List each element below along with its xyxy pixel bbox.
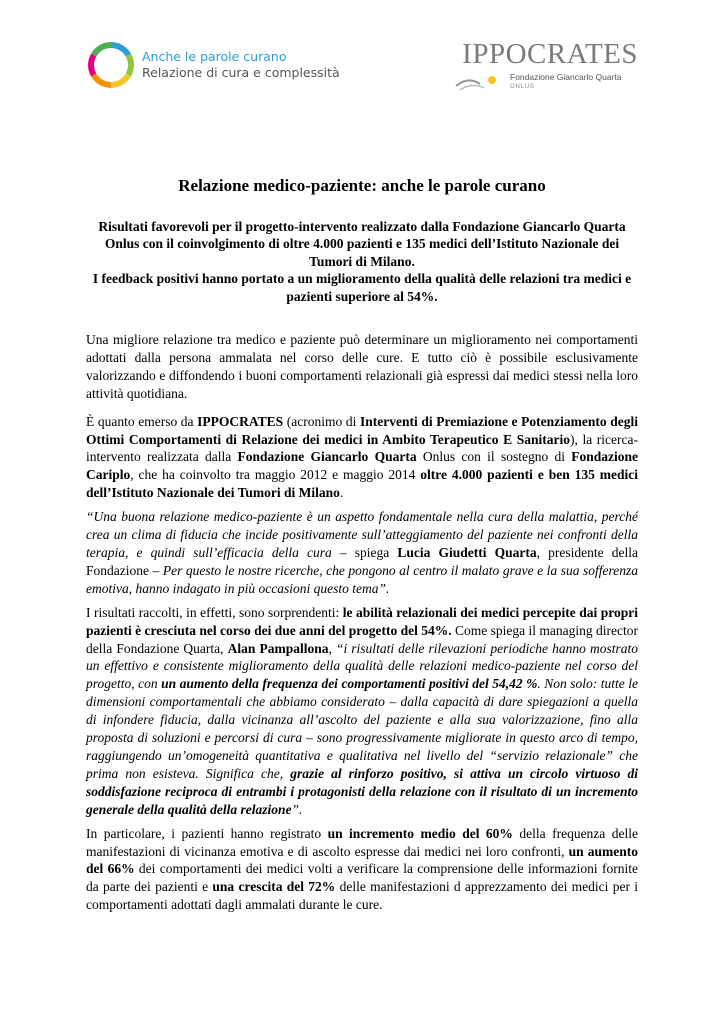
subtitle-line2: I feedback positivi hanno portato a un miglioramento della qualità delle relazioni tra medici e pazienti superiore al 54%. [92, 271, 632, 304]
logo-left-line1: Anche le parole curano [142, 49, 287, 64]
ippocrates-subtitle: Fondazione Giancarlo Quarta [510, 72, 622, 82]
swoosh-icon [454, 72, 502, 94]
paragraph-2: È quanto emerso da IPPOCRATES (acronimo di Interventi di Premiazione e Potenziamento degli Ottimi Comportamenti di Relazione dei medici in Ambito Terapeutico E Sanitario), la ricerca-intervento realizzata dalla Fondazione Giancarlo Quarta Onlus con il sostegno di Fondazione Cariplo, che ha coinvolto tra maggio 2012 e maggio 2014 oltre 4.000 pazienti e ben 135 medici dell’Istituto Nazionale dei Tumori di Milano. [86, 413, 639, 501]
paragraph-5: In particolare, i pazienti hanno registrato un incremento medio del 60% della frequenza delle manifestazioni di vicinanza emotiva e di ascolto espresse dai medici nei loro confronti, un aumento del 66% dei comportamenti dei medici volti a verificare la comprensione delle informazioni fornite da parte dei pazienti e una crescita del 72% delle manifestazioni d apprezzamento dei medici per i comportamenti adottati dagli ammalati durante le cure. [86, 825, 639, 913]
subtitle [86, 218, 638, 305]
letterhead [86, 40, 638, 100]
ippocrates-onlus: ONLUS [510, 84, 535, 90]
anche-le-parole-curano-logo [86, 40, 340, 90]
press-release-body [86, 176, 638, 920]
color-ring-icon [86, 40, 136, 90]
ippocrates-title: IPPOCRATES [462, 38, 638, 70]
ippocrates-logo [448, 38, 638, 98]
logo-left-line2: Relazione di cura e complessità [142, 65, 340, 80]
paragraph-1: Una migliore relazione tra medico e paziente può determinare un miglioramento nei comportamenti adottati dalla persona ammalata nel corso delle cure. E tutto ciò è possibile esclusivamente valorizzando e diffondendo i buoni comportamenti relazionali già espressi dai medici stessi nella loro attività quotidiana. [86, 332, 638, 401]
paragraph-4: I risultati raccolti, in effetti, sono sorprendenti: le abilità relazionali dei medici percepite dai propri pazienti è cresciuta nel corso dei due anni del progetto del 54%. Come spiega il managing director della Fondazione Quarta, Alan Pampallona, “i risultati delle rilevazioni periodiche hanno mostrato un effettivo e consistente miglioramento della qualità delle relazioni medico-paziente nel corso del progetto, con un aumento della frequenza dei comportamenti positivi del 54,42 %. Non solo: tutte le dimensioni comportamentali che abbiamo considerato – dalla capacità di dare spiegazioni a quella di infondere fiducia, dalla vicinanza all’ascolto del paziente e alla sua valorizzazione, fino alla proposta di soluzioni e percorsi di cura – sono progressivamente migliorate in questo arco di tempo, raggiungendo un’omogeneità quantitativa e qualitativa nel livello del “servizio relazionale” che prima non esisteva. Significa che, grazie al rinforzo positivo, si attiva un circolo virtuoso di soddisfazione reciproca di entrambi i protagonisti della relazione con il risultato di un incremento generale della qualità della relazione”. [86, 604, 639, 817]
paragraph-3-quote: “Una buona relazione medico-paziente è un aspetto fondamentale nella cura della malattia, perché crea un clima di fiducia che incide positivamente sull’atteggiamento del paziente nei confronti della terapia, e quindi sull’efficacia della cura – spiega Lucia Giudetti Quarta, presidente della Fondazione – Per questo le nostre ricerche, che pongono al centro il malato grave e la sua sofferenza emotiva, hanno indagato in più occasioni questo tema”. [86, 509, 638, 596]
subtitle-line1: Risultati favorevoli per il progetto-intervento realizzato dalla Fondazione Giancarlo Quarta Onlus con il coinvolgimento di oltre 4.000 pazienti e 135 medici dell’Istituto Nazionale dei Tumori di Milano. [98, 219, 626, 269]
page-title: Relazione medico-paziente: anche le parole curano [178, 176, 546, 195]
